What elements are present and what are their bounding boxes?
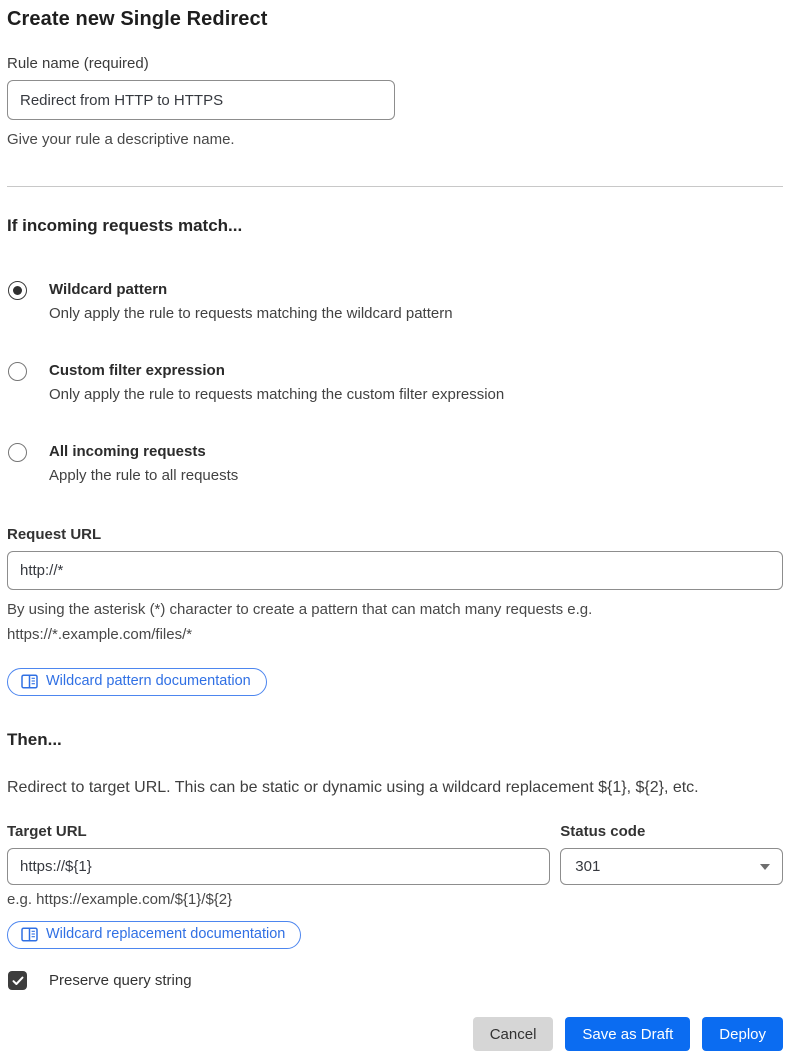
radio-button-icon[interactable] bbox=[8, 281, 27, 300]
request-url-helper-line2: https://*.example.com/files/* bbox=[7, 626, 193, 643]
wildcard-pattern-docs-button[interactable] bbox=[7, 668, 267, 696]
open-book-icon bbox=[21, 927, 38, 942]
status-code-selected-value: 301 bbox=[575, 858, 601, 875]
chevron-down-icon bbox=[760, 864, 770, 870]
target-url-helper: e.g. https://example.com/${1}/${2} bbox=[7, 891, 233, 908]
cancel-button[interactable]: Cancel bbox=[473, 1017, 554, 1051]
radio-description: Only apply the rule to requests matching the wildcard pattern bbox=[49, 305, 453, 322]
wildcard-replacement-docs-button[interactable] bbox=[7, 921, 301, 949]
doc-button-label: Wildcard replacement documentation bbox=[46, 926, 286, 942]
request-url-field bbox=[7, 526, 783, 696]
radio-label: All incoming requests bbox=[49, 443, 206, 460]
radio-option-all-incoming-requests[interactable] bbox=[7, 442, 783, 486]
status-code-label: Status code bbox=[560, 823, 646, 840]
radio-option-wildcard-pattern[interactable] bbox=[7, 280, 783, 324]
target-status-row bbox=[7, 823, 783, 908]
preserve-query-string-option[interactable] bbox=[7, 971, 783, 990]
request-url-label: Request URL bbox=[7, 526, 102, 543]
radio-label: Custom filter expression bbox=[49, 362, 225, 379]
rule-name-field bbox=[7, 55, 783, 152]
match-type-radio-group bbox=[7, 280, 783, 486]
doc-button-label: Wildcard pattern documentation bbox=[46, 673, 251, 689]
section-divider bbox=[7, 186, 783, 187]
then-section-heading: Then... bbox=[7, 730, 62, 749]
rule-name-helper: Give your rule a descriptive name. bbox=[7, 131, 235, 148]
radio-button-icon[interactable] bbox=[8, 443, 27, 462]
checkbox-checked-icon[interactable] bbox=[8, 971, 27, 990]
form-footer-actions bbox=[7, 1017, 783, 1051]
request-url-helper-line1: By using the asterisk (*) character to create a pattern that can match many requests e.g. bbox=[7, 601, 593, 618]
open-book-icon bbox=[21, 674, 38, 689]
rule-name-input[interactable] bbox=[7, 80, 395, 120]
status-code-field bbox=[560, 823, 783, 908]
page-title: Create new Single Redirect bbox=[7, 8, 268, 30]
target-url-label: Target URL bbox=[7, 823, 87, 840]
deploy-button[interactable]: Deploy bbox=[702, 1017, 783, 1051]
target-url-input[interactable] bbox=[7, 848, 550, 885]
request-url-input[interactable] bbox=[7, 551, 783, 590]
preserve-query-string-label: Preserve query string bbox=[49, 972, 192, 989]
radio-description: Apply the rule to all requests bbox=[49, 467, 239, 484]
match-section-heading: If incoming requests match... bbox=[7, 216, 243, 235]
radio-label: Wildcard pattern bbox=[49, 281, 168, 298]
then-section-description: Redirect to target URL. This can be static or dynamic using a wildcard replacement ${1}, ${2}, etc. bbox=[7, 779, 699, 796]
request-url-helper bbox=[7, 597, 783, 647]
save-as-draft-button[interactable]: Save as Draft bbox=[565, 1017, 690, 1051]
radio-button-icon[interactable] bbox=[8, 362, 27, 381]
radio-option-custom-filter-expression[interactable] bbox=[7, 361, 783, 405]
radio-description: Only apply the rule to requests matching the custom filter expression bbox=[49, 386, 505, 403]
rule-name-label: Rule name (required) bbox=[7, 55, 149, 72]
status-code-select[interactable] bbox=[560, 848, 783, 885]
target-url-field bbox=[7, 823, 550, 908]
